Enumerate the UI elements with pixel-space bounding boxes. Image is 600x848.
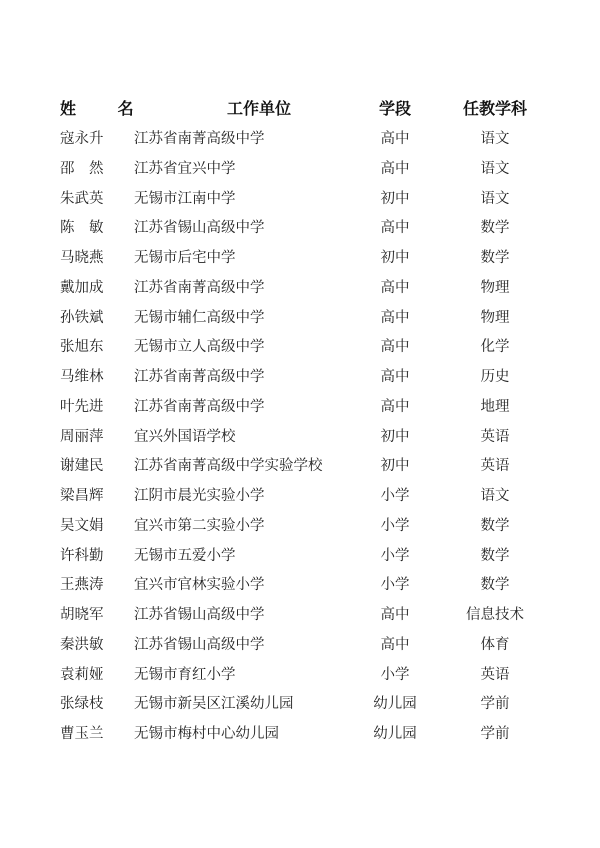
table-row (0, 124, 600, 154)
school-stage: 高中 (380, 636, 410, 653)
work-unit: 江苏省锡山高级中学 (134, 220, 265, 237)
work-unit: 无锡市五爱小学 (134, 547, 236, 564)
table-row (0, 273, 600, 303)
school-stage: 高中 (380, 220, 410, 237)
teacher-name: 孙铁斌 (60, 309, 104, 326)
teacher-name: 陈 敏 (60, 220, 104, 237)
header-subject: 任教学科 (462, 99, 527, 118)
school-stage: 高中 (380, 339, 410, 356)
teacher-name: 胡晓军 (60, 607, 104, 623)
teacher-name: 马晓燕 (60, 250, 104, 266)
table-row (0, 630, 600, 660)
work-unit: 宜兴外国语学校 (134, 428, 236, 445)
teaching-subject: 语文 (480, 131, 510, 147)
teacher-name: 朱武英 (60, 190, 104, 207)
teaching-subject: 历史 (480, 369, 510, 385)
school-stage: 小学 (380, 517, 410, 534)
school-stage: 幼儿园 (373, 696, 417, 713)
teacher-name: 秦洪敏 (60, 636, 104, 653)
table-row (0, 332, 600, 362)
work-unit: 江苏省宜兴中学 (134, 160, 236, 177)
work-unit: 无锡市育红小学 (134, 666, 236, 683)
teaching-subject: 数学 (480, 250, 510, 266)
school-stage: 高中 (380, 309, 410, 326)
teacher-name: 张绿枝 (60, 696, 104, 713)
table-row (0, 481, 600, 511)
teacher-name: 马维林 (60, 369, 104, 385)
school-stage: 高中 (380, 398, 410, 415)
teacher-name: 邵 然 (60, 160, 104, 177)
work-unit: 宜兴市官林实验小学 (134, 577, 265, 594)
teaching-subject: 体育 (480, 636, 510, 653)
work-unit: 宜兴市第二实验小学 (134, 517, 265, 534)
teacher-name: 谢建民 (60, 458, 104, 475)
school-stage: 小学 (380, 666, 410, 683)
work-unit: 江苏省南菁高级中学 (134, 369, 265, 385)
school-stage: 高中 (380, 131, 410, 147)
teaching-subject: 语文 (480, 488, 510, 504)
work-unit: 江苏省锡山高级中学 (134, 607, 265, 623)
table-row (0, 600, 600, 630)
table-row (0, 213, 600, 243)
school-stage: 初中 (380, 428, 410, 445)
table-header (0, 94, 600, 124)
work-unit: 无锡市新吴区江溪幼儿园 (134, 696, 294, 713)
teacher-name: 周丽萍 (60, 428, 104, 445)
work-unit: 江苏省南菁高级中学 (134, 279, 265, 296)
teacher-name: 张旭东 (60, 339, 104, 356)
school-stage: 小学 (380, 488, 410, 504)
teaching-subject: 数学 (480, 547, 510, 564)
school-stage: 小学 (380, 547, 410, 564)
school-stage: 初中 (380, 458, 410, 475)
table-row (0, 511, 600, 541)
teaching-subject: 语文 (480, 160, 510, 177)
work-unit: 无锡市立人高级中学 (134, 339, 265, 356)
teaching-subject: 英语 (480, 666, 510, 683)
table-row (0, 362, 600, 392)
school-stage: 高中 (380, 160, 410, 177)
table-row (0, 243, 600, 273)
school-stage: 幼儿园 (373, 726, 417, 742)
table-row (0, 689, 600, 719)
table-row (0, 422, 600, 452)
header-name: 姓 名 (60, 99, 152, 118)
header-stage: 学段 (378, 99, 411, 118)
teaching-subject: 英语 (480, 428, 510, 445)
work-unit: 无锡市梅村中心幼儿园 (134, 726, 279, 742)
teaching-subject: 学前 (480, 726, 510, 742)
teacher-name: 戴加成 (60, 279, 104, 296)
work-unit: 江阴市晨光实验小学 (134, 488, 265, 504)
teacher-name: 梁昌辉 (60, 488, 104, 504)
teaching-subject: 数学 (480, 517, 510, 534)
teaching-subject: 数学 (480, 220, 510, 237)
teaching-subject: 语文 (480, 190, 510, 207)
teacher-name: 袁莉娅 (60, 666, 104, 683)
school-stage: 小学 (380, 577, 410, 594)
school-stage: 初中 (380, 250, 410, 266)
teacher-name: 许科勤 (60, 547, 104, 564)
table-row (0, 184, 600, 214)
school-stage: 高中 (380, 607, 410, 623)
table-row (0, 541, 600, 571)
teacher-name: 曹玉兰 (60, 726, 104, 742)
teacher-name: 吴文娟 (60, 517, 104, 534)
table-row (0, 451, 600, 481)
teacher-name: 寇永升 (60, 131, 104, 147)
work-unit: 江苏省南菁高级中学实验学校 (134, 458, 323, 475)
teaching-subject: 化学 (480, 339, 510, 356)
work-unit: 江苏省锡山高级中学 (134, 636, 265, 653)
work-unit: 江苏省南菁高级中学 (134, 398, 265, 415)
teaching-subject: 数学 (480, 577, 510, 594)
teacher-name: 王燕涛 (60, 577, 104, 594)
teaching-subject: 地理 (480, 398, 510, 415)
teaching-subject: 信息技术 (466, 607, 524, 623)
school-stage: 初中 (380, 190, 410, 207)
table-row (0, 154, 600, 184)
table-row (0, 303, 600, 333)
school-stage: 高中 (380, 279, 410, 296)
teaching-subject: 学前 (480, 696, 510, 713)
header-unit: 工作单位 (226, 99, 291, 118)
teaching-subject: 物理 (480, 279, 510, 296)
school-stage: 高中 (380, 369, 410, 385)
table-row (0, 719, 600, 749)
teaching-subject: 英语 (480, 458, 510, 475)
work-unit: 江苏省南菁高级中学 (134, 131, 265, 147)
work-unit: 无锡市辅仁高级中学 (134, 309, 265, 326)
teacher-name: 叶先进 (60, 398, 104, 415)
table-row (0, 570, 600, 600)
table-row (0, 660, 600, 690)
work-unit: 无锡市江南中学 (134, 190, 236, 207)
teaching-subject: 物理 (480, 309, 510, 326)
work-unit: 无锡市后宅中学 (134, 250, 236, 266)
table-row (0, 392, 600, 422)
